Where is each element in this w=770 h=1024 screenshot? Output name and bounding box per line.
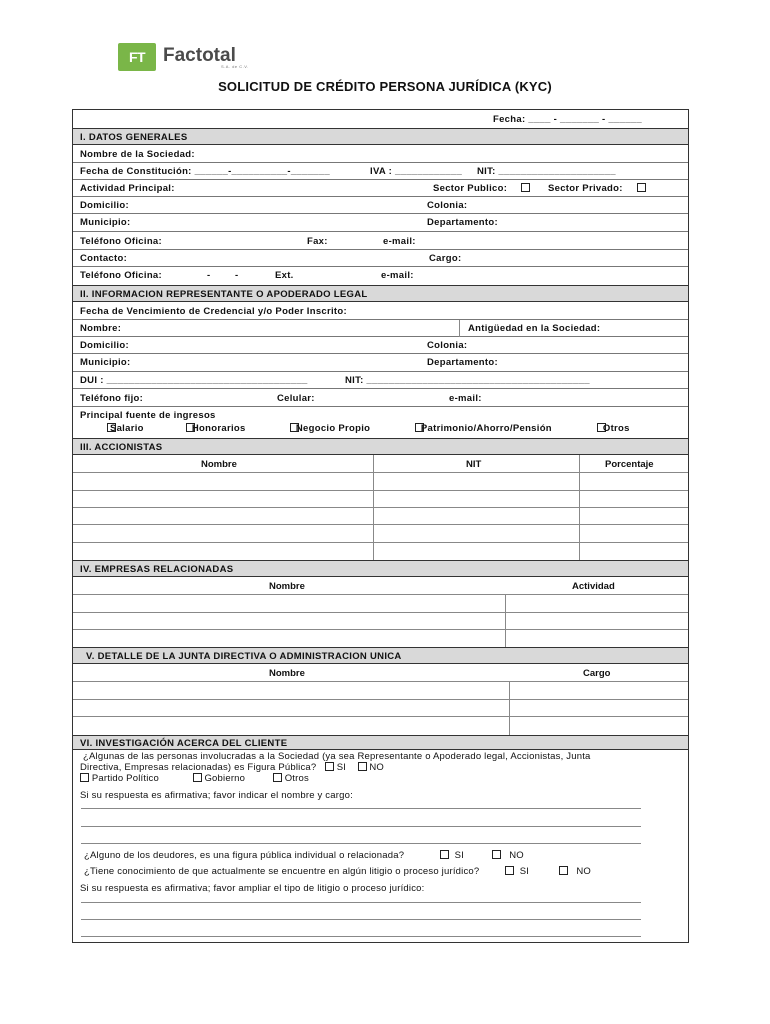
section-header: III. ACCIONISTAS [80, 442, 163, 453]
telefono2-row [73, 267, 688, 284]
telefono-row [73, 232, 688, 250]
section-header: II. INFORMACION REPRESENTANTE O APODERADO LEGAL [80, 289, 368, 300]
actividad-principal-field[interactable]: Actividad Principal: [80, 183, 175, 194]
telefono-oficina-field[interactable]: Teléfono Oficina: [80, 236, 162, 247]
column-divider [459, 320, 460, 337]
accionistas-table [73, 455, 688, 560]
table-row[interactable] [73, 629, 688, 630]
otros-option[interactable]: Otros [597, 423, 603, 434]
column-header-nit: NIT [466, 459, 482, 470]
vencimiento-credencial-field[interactable]: Fecha de Vencimiento de Credencial y/o Poder Inscrito: [80, 306, 347, 317]
question-figura-publica: ¿Algunas de las personas involucradas a la Sociedad (ya sea Representante o Apoderado legal, Accionistas, Junta [83, 751, 591, 762]
domicilio-field[interactable]: Domicilio: [80, 200, 129, 211]
fecha-field[interactable]: Fecha: ____ - _______ - ______ [493, 114, 642, 125]
column-header-porcentaje: Porcentaje [605, 459, 654, 470]
section-header: V. DETALLE DE LA JUNTA DIRECTIVA O ADMINISTRACION UNICA [86, 651, 402, 662]
logo-subtitle: S.A. de C.V. [221, 64, 249, 69]
section-accionistas [73, 438, 688, 455]
no-checkbox[interactable] [559, 866, 568, 875]
contacto-field[interactable]: Contacto: [80, 253, 128, 264]
table-row[interactable] [73, 490, 688, 491]
answer-line[interactable] [81, 826, 641, 827]
telefono-oficina2-field[interactable]: Teléfono Oficina: [80, 270, 162, 281]
fax-field[interactable]: Fax: [307, 236, 328, 247]
otros-checkbox[interactable] [273, 773, 282, 782]
negocio-propio-option[interactable]: Negocio Propio [290, 423, 296, 434]
si-checkbox[interactable] [505, 866, 514, 875]
contacto-row [73, 250, 688, 267]
nit-field[interactable]: NIT: _____________________ [477, 166, 616, 177]
section-representante-legal [73, 285, 688, 302]
company-logo [118, 43, 236, 71]
email-rep-field[interactable]: e-mail: [449, 393, 482, 404]
column-header-nombre: Nombre [269, 668, 305, 679]
sector-publico-label: Sector Publico: [433, 183, 508, 194]
cargo-field[interactable]: Cargo: [429, 253, 462, 264]
page-title: SOLICITUD DE CRÉDITO PERSONA JURÍDICA (KYC) [218, 79, 552, 94]
telefono-fijo-field[interactable]: Teléfono fijo: [80, 393, 144, 404]
fuente-ingresos-row [73, 407, 688, 438]
table-row[interactable] [73, 524, 688, 525]
afirmativa-nombre-cargo-label: Si su respuesta es afirmativa; favor indicar el nombre y cargo: [80, 790, 353, 801]
salario-option[interactable]: Salario [107, 423, 110, 434]
figura-publica-type-options: Partido Político Gobierno Otros [80, 773, 309, 784]
iva-field[interactable]: IVA : ____________ [370, 166, 463, 177]
municipio-rep-row [73, 354, 688, 372]
sector-privado-checkbox[interactable] [637, 183, 646, 192]
constitucion-row [73, 163, 688, 180]
colonia-field[interactable]: Colonia: [427, 200, 468, 211]
si-checkbox[interactable] [440, 850, 449, 859]
column-divider [505, 594, 506, 647]
answer-line[interactable] [81, 919, 641, 920]
column-divider [509, 681, 510, 735]
dash: - [235, 270, 239, 281]
colonia-rep-field[interactable]: Colonia: [427, 340, 468, 351]
question-litigio: ¿Tiene conocimiento de que actualmente se encuentre en algún litigio o proceso jurídico? SI NO [84, 866, 592, 877]
sector-publico-checkbox[interactable] [521, 183, 530, 192]
empresas-table [73, 577, 688, 647]
email2-field[interactable]: e-mail: [381, 270, 414, 281]
patrimonio-option[interactable]: Patrimonio/Ahorro/Pensión [415, 423, 421, 434]
nit-rep-field[interactable]: NIT: ________________________________________ [345, 375, 590, 386]
fecha-row [73, 110, 688, 127]
dui-field[interactable]: DUI : ____________________________________ [80, 375, 308, 386]
section-datos-generales [73, 128, 688, 145]
answer-line[interactable] [81, 902, 641, 903]
answer-line[interactable] [81, 936, 641, 937]
table-row[interactable] [73, 716, 688, 717]
departamento-rep-field[interactable]: Departamento: [427, 357, 498, 368]
section-investigacion [73, 735, 688, 750]
municipio-field[interactable]: Municipio: [80, 217, 131, 228]
celular-field[interactable]: Celular: [277, 393, 315, 404]
nombre-sociedad-field[interactable]: Nombre de la Sociedad: [80, 149, 195, 160]
actividad-row [73, 180, 688, 197]
domicilio-rep-row [73, 337, 688, 354]
municipio-rep-field[interactable]: Municipio: [80, 357, 131, 368]
section-header: IV. EMPRESAS RELACIONADAS [80, 564, 234, 575]
sector-privado-label: Sector Privado: [548, 183, 623, 194]
section-junta-directiva [73, 647, 688, 664]
logo-name: Factotal [163, 45, 236, 66]
junta-directiva-table [73, 664, 688, 735]
table-row[interactable] [73, 699, 688, 700]
question-figura-publica-cont: Directiva, Empresas relacionadas) es Figura Pública? SI NO [80, 762, 385, 773]
nombre-representante-field[interactable]: Nombre: [80, 323, 122, 334]
answer-line[interactable] [81, 843, 641, 844]
dui-row [73, 372, 688, 389]
telefono-rep-row [73, 389, 688, 407]
no-checkbox[interactable] [492, 850, 501, 859]
table-row[interactable] [73, 472, 688, 473]
si-checkbox[interactable] [325, 762, 334, 771]
municipio-row [73, 214, 688, 232]
column-header-cargo: Cargo [583, 668, 611, 679]
antiguedad-field[interactable]: Antigüedad en la Sociedad: [468, 323, 601, 334]
ext-field[interactable]: Ext. [275, 270, 294, 281]
column-header-nombre: Nombre [269, 581, 305, 592]
question-deudores-figura-publica: ¿Alguno de los deudores, es una figura pública individual o relacionada? SI NO [84, 850, 524, 861]
fecha-constitucion-field[interactable]: Fecha de Constitución: ______-__________-_______ [80, 166, 330, 177]
column-header-nombre: Nombre [201, 459, 237, 470]
domicilio-row [73, 197, 688, 214]
table-row[interactable] [73, 594, 688, 595]
table-row[interactable] [73, 681, 688, 682]
fuente-ingresos-label: Principal fuente de ingresos [80, 410, 216, 421]
table-row[interactable] [73, 507, 688, 508]
no-checkbox[interactable] [358, 762, 367, 771]
domicilio-rep-field[interactable]: Domicilio: [80, 340, 129, 351]
email-field[interactable]: e-mail: [383, 236, 416, 247]
honorarios-option[interactable]: Honorarios [186, 423, 192, 434]
section-header: I. DATOS GENERALES [80, 132, 188, 143]
gobierno-checkbox[interactable] [193, 773, 202, 782]
column-header-actividad: Actividad [572, 581, 615, 592]
departamento-field[interactable]: Departamento: [427, 217, 498, 228]
vencimiento-row [73, 303, 688, 320]
table-row[interactable] [73, 542, 688, 543]
table-row[interactable] [73, 612, 688, 613]
afirmativa-litigio-label: Si su respuesta es afirmativa; favor ampliar el tipo de litigio o proceso jurídico: [80, 883, 425, 894]
section-header: VI. INVESTIGACIÓN ACERCA DEL CLIENTE [80, 738, 288, 749]
credit-application-form [72, 109, 689, 943]
logo-badge: FT [118, 43, 156, 71]
section-empresas-relacionadas [73, 560, 688, 577]
dash: - [207, 270, 211, 281]
nombre-rep-row [73, 320, 688, 337]
answer-line[interactable] [81, 808, 641, 809]
partido-politico-checkbox[interactable] [80, 773, 89, 782]
nombre-sociedad-row [73, 146, 688, 163]
